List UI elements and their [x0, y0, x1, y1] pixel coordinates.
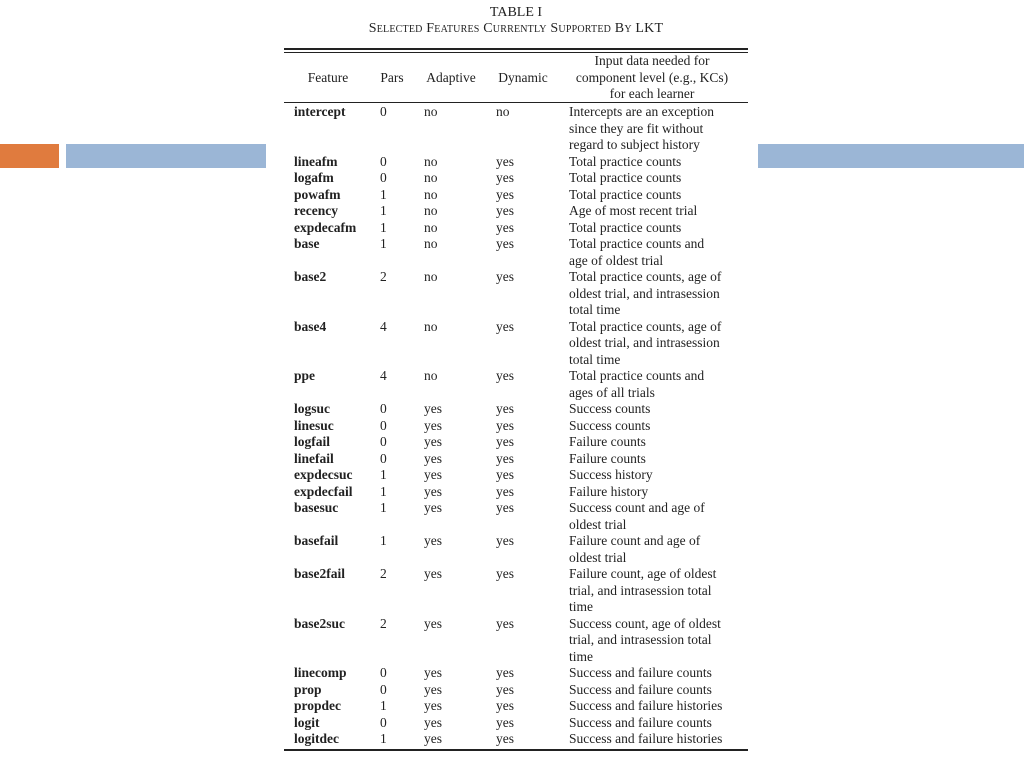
row-description-line: Failure history	[569, 483, 649, 499]
row-adaptive: yes	[424, 434, 442, 449]
row-feature: basesuc	[294, 500, 339, 515]
row-dynamic: yes	[496, 615, 514, 631]
header-feature: Feature	[307, 70, 349, 85]
row-description-line: regard to subject history	[569, 137, 700, 152]
row-adaptive: yes	[424, 566, 442, 581]
row-adaptive: no	[424, 203, 438, 218]
row-feature: lineafm	[294, 153, 338, 169]
row-feature: base2fail	[294, 566, 346, 581]
row-pars: 4	[380, 318, 387, 334]
row-description-line: Success history	[569, 467, 653, 482]
row-description-line: oldest trial, and intrasession	[569, 285, 720, 301]
row-adaptive: yes	[424, 401, 442, 416]
row-description-line: Success and failure counts	[569, 714, 712, 730]
row-dynamic: yes	[496, 714, 514, 730]
row-adaptive: yes	[424, 681, 442, 697]
row-pars: 1	[380, 236, 387, 251]
blue-accent-bar-right	[758, 144, 1024, 168]
row-adaptive: yes	[424, 714, 442, 730]
row-description-line: Success and failure counts	[569, 665, 712, 680]
row-adaptive: no	[424, 236, 438, 251]
row-pars: 0	[380, 104, 387, 119]
header-dynamic: Dynamic	[498, 70, 548, 85]
row-adaptive: yes	[424, 665, 442, 680]
table-label: TABLE I	[489, 5, 543, 20]
row-description-line: Failure counts	[569, 434, 646, 449]
row-description-line: trial, and intrasession total	[569, 632, 712, 647]
row-pars: 0	[380, 450, 387, 466]
row-description-line: Success counts	[569, 401, 651, 416]
row-pars: 1	[380, 731, 387, 746]
row-feature: base4	[294, 318, 327, 334]
row-adaptive: no	[424, 153, 438, 169]
row-feature: recency	[294, 203, 338, 218]
row-description-line: Total practice counts	[569, 186, 682, 202]
row-adaptive: no	[424, 368, 438, 383]
row-feature: logit	[294, 714, 320, 730]
row-pars: 1	[380, 698, 387, 713]
row-pars: 1	[380, 219, 387, 235]
table-header-rule	[284, 102, 748, 103]
table-title: Selected Features Currently Supported By LKT	[368, 21, 664, 36]
row-dynamic: yes	[496, 401, 514, 416]
row-dynamic: yes	[496, 698, 514, 713]
row-adaptive: yes	[424, 467, 442, 482]
row-pars: 2	[380, 269, 387, 284]
row-feature: logitdec	[294, 731, 339, 746]
row-description-line: oldest trial, and intrasession	[569, 335, 720, 350]
row-dynamic: yes	[496, 318, 514, 334]
row-feature: intercept	[294, 104, 346, 119]
row-feature: logafm	[294, 170, 334, 185]
row-feature: linefail	[294, 450, 334, 466]
row-description-line: Total practice counts and	[569, 368, 705, 383]
table-top-rule	[284, 48, 748, 50]
row-dynamic: yes	[496, 417, 514, 433]
row-dynamic: yes	[496, 153, 514, 169]
blue-accent-bar-left	[66, 144, 266, 168]
row-feature: basefail	[294, 533, 339, 548]
row-description-line: age of oldest trial	[569, 252, 664, 268]
row-dynamic: yes	[496, 219, 514, 235]
row-dynamic: yes	[496, 500, 514, 515]
row-description-line: Age of most recent trial	[569, 203, 698, 218]
header-input-line-3: for each learner	[609, 86, 695, 101]
table-bottom-rule	[284, 749, 748, 751]
row-dynamic: no	[496, 104, 510, 119]
row-feature: base2suc	[294, 615, 346, 631]
row-feature: expdecafm	[294, 219, 357, 235]
row-dynamic: yes	[496, 434, 514, 449]
row-feature: base2	[294, 269, 327, 284]
row-adaptive: no	[424, 104, 438, 119]
row-adaptive: yes	[424, 698, 442, 713]
row-pars: 0	[380, 170, 387, 185]
row-description-line: oldest trial	[569, 516, 627, 532]
row-description-line: Total practice counts	[569, 219, 682, 235]
row-pars: 0	[380, 681, 387, 697]
row-dynamic: yes	[496, 368, 514, 383]
row-feature: base	[294, 236, 320, 251]
row-adaptive: no	[424, 318, 438, 334]
row-dynamic: yes	[496, 566, 514, 581]
row-feature: propdec	[294, 698, 342, 713]
row-feature: powafm	[294, 186, 341, 202]
row-description-line: time	[569, 648, 593, 664]
row-feature: expdecfail	[294, 483, 353, 499]
row-description-line: trial, and intrasession total	[569, 582, 712, 598]
row-feature: expdecsuc	[294, 467, 353, 482]
row-pars: 0	[380, 417, 387, 433]
row-description-line: Total practice counts and	[569, 236, 705, 251]
row-description-line: Success counts	[569, 417, 651, 433]
row-pars: 1	[380, 186, 387, 202]
row-description-line: Success and failure histories	[569, 731, 723, 746]
row-adaptive: no	[424, 269, 438, 284]
row-feature: linesuc	[294, 417, 334, 433]
row-adaptive: yes	[424, 500, 442, 515]
row-pars: 2	[380, 566, 387, 581]
row-dynamic: yes	[496, 533, 514, 548]
row-description-line: ages of all trials	[569, 384, 655, 400]
row-description-line: time	[569, 599, 593, 614]
row-description-line: Success count, age of oldest	[569, 615, 721, 631]
row-dynamic: yes	[496, 731, 514, 746]
row-adaptive: no	[424, 219, 438, 235]
row-description-line: Total practice counts	[569, 170, 682, 185]
row-feature: linecomp	[294, 665, 347, 680]
row-feature: ppe	[294, 368, 316, 383]
row-description-line: Total practice counts, age of	[569, 318, 722, 334]
row-dynamic: yes	[496, 483, 514, 499]
row-pars: 0	[380, 714, 387, 730]
row-description-line: Success and failure histories	[569, 698, 723, 713]
row-pars: 1	[380, 500, 387, 515]
row-description-line: Failure count, age of oldest	[569, 566, 717, 581]
row-pars: 1	[380, 483, 387, 499]
row-feature: logfail	[294, 434, 330, 449]
row-dynamic: yes	[496, 467, 514, 482]
row-dynamic: yes	[496, 203, 514, 218]
row-dynamic: yes	[496, 665, 514, 680]
row-description-line: oldest trial	[569, 549, 627, 565]
row-description-line: Failure counts	[569, 450, 646, 466]
row-description-line: Success count and age of	[569, 500, 705, 515]
header-input-line-2: component level (e.g., KCs)	[575, 70, 729, 85]
row-pars: 1	[380, 467, 387, 482]
row-dynamic: yes	[496, 450, 514, 466]
row-dynamic: yes	[496, 186, 514, 202]
row-adaptive: yes	[424, 483, 442, 499]
row-description-line: total time	[569, 302, 621, 317]
row-feature: prop	[294, 681, 322, 697]
row-description-line: total time	[569, 351, 621, 367]
header-input-line-1: Input data needed for	[594, 53, 710, 68]
row-dynamic: yes	[496, 681, 514, 697]
row-adaptive: yes	[424, 731, 442, 746]
row-description-line: Success and failure counts	[569, 681, 712, 697]
row-description-line: Failure count and age of	[569, 533, 701, 548]
row-pars: 1	[380, 203, 387, 218]
row-pars: 0	[380, 434, 387, 449]
row-adaptive: yes	[424, 615, 442, 631]
row-description-line: Total practice counts	[569, 153, 682, 169]
row-pars: 4	[380, 368, 387, 383]
row-description-line: Total practice counts, age of	[569, 269, 722, 284]
row-pars: 0	[380, 153, 387, 169]
row-pars: 0	[380, 665, 387, 680]
orange-accent-bar	[0, 144, 59, 168]
row-adaptive: no	[424, 170, 438, 185]
row-feature: logsuc	[294, 401, 331, 416]
row-description-line: Intercepts are an exception	[569, 104, 715, 119]
row-adaptive: no	[424, 186, 438, 202]
row-pars: 1	[380, 533, 387, 548]
row-dynamic: yes	[496, 170, 514, 185]
row-pars: 2	[380, 615, 387, 631]
row-dynamic: yes	[496, 236, 514, 251]
row-description-line: since they are fit without	[569, 120, 704, 136]
row-dynamic: yes	[496, 269, 514, 284]
row-pars: 0	[380, 401, 387, 416]
header-adaptive: Adaptive	[426, 70, 476, 85]
header-pars: Pars	[380, 70, 404, 85]
row-adaptive: yes	[424, 417, 442, 433]
row-adaptive: yes	[424, 450, 442, 466]
features-table	[284, 0, 748, 768]
row-adaptive: yes	[424, 533, 442, 548]
